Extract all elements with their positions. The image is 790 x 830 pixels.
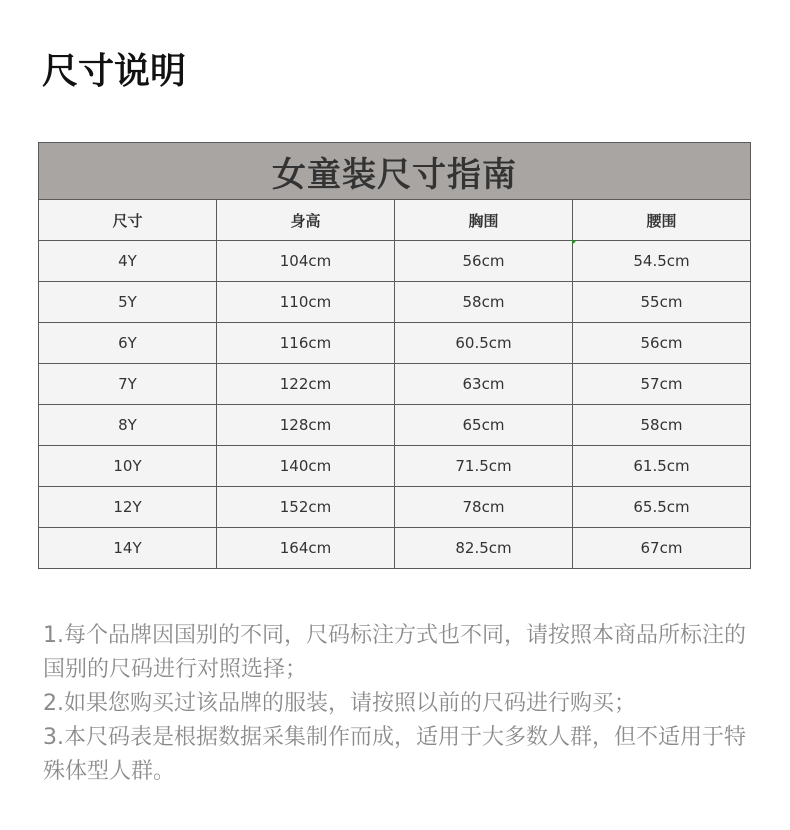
header-chest: 胸围 [395,200,573,241]
table-row [39,487,751,528]
cell-size: 14Y [39,528,217,569]
cell-size: 7Y [39,364,217,405]
cell-chest: 58cm [395,282,573,323]
cell-chest: 56cm [395,241,573,282]
table-caption-row [39,143,751,200]
note-item: 3.本尺码表是根据数据采集制作而成，适用于大多数人群，但不适用于特殊体型人群。 [43,725,746,784]
page-title: 尺寸说明 [42,51,187,92]
cell-waist: 58cm [573,405,751,446]
cell-chest: 63cm [395,364,573,405]
cell-comment-marker [572,240,577,245]
cell-size: 4Y [39,241,217,282]
cell-waist: 55cm [573,282,751,323]
cell-chest: 71.5cm [395,446,573,487]
table-row [39,446,751,487]
cell-waist: 57cm [573,364,751,405]
cell-height: 128cm [217,405,395,446]
note-item: 2.如果您购买过该品牌的服装，请按照以前的尺码进行购买； [43,691,636,716]
cell-waist: 65.5cm [573,487,751,528]
cell-chest: 78cm [395,487,573,528]
cell-height: 164cm [217,528,395,569]
cell-size: 10Y [39,446,217,487]
cell-chest: 82.5cm [395,528,573,569]
table-row [39,528,751,569]
cell-size: 5Y [39,282,217,323]
table-row [39,241,751,282]
cell-waist: 54.5cm [573,241,751,282]
table-header-row [39,200,751,241]
table-row [39,282,751,323]
cell-chest: 65cm [395,405,573,446]
header-size: 尺寸 [39,200,217,241]
header-waist: 腰围 [573,200,751,241]
cell-size: 12Y [39,487,217,528]
table-caption: 女童装尺寸指南 [39,143,751,200]
cell-height: 122cm [217,364,395,405]
cell-size: 6Y [39,323,217,364]
cell-height: 140cm [217,446,395,487]
header-height: 身高 [217,200,395,241]
size-guide-table [38,142,751,569]
cell-height: 116cm [217,323,395,364]
cell-chest: 60.5cm [395,323,573,364]
cell-size: 8Y [39,405,217,446]
cell-height: 110cm [217,282,395,323]
cell-height: 104cm [217,241,395,282]
cell-waist: 61.5cm [573,446,751,487]
table-row [39,323,751,364]
table-row [39,364,751,405]
cell-waist: 56cm [573,323,751,364]
cell-waist: 67cm [573,528,751,569]
size-notes [43,619,755,789]
table-row [39,405,751,446]
note-item: 1.每个品牌因国别的不同，尺码标注方式也不同，请按照本商品所标注的国别的尺码进行对照选择； [43,623,746,682]
cell-height: 152cm [217,487,395,528]
